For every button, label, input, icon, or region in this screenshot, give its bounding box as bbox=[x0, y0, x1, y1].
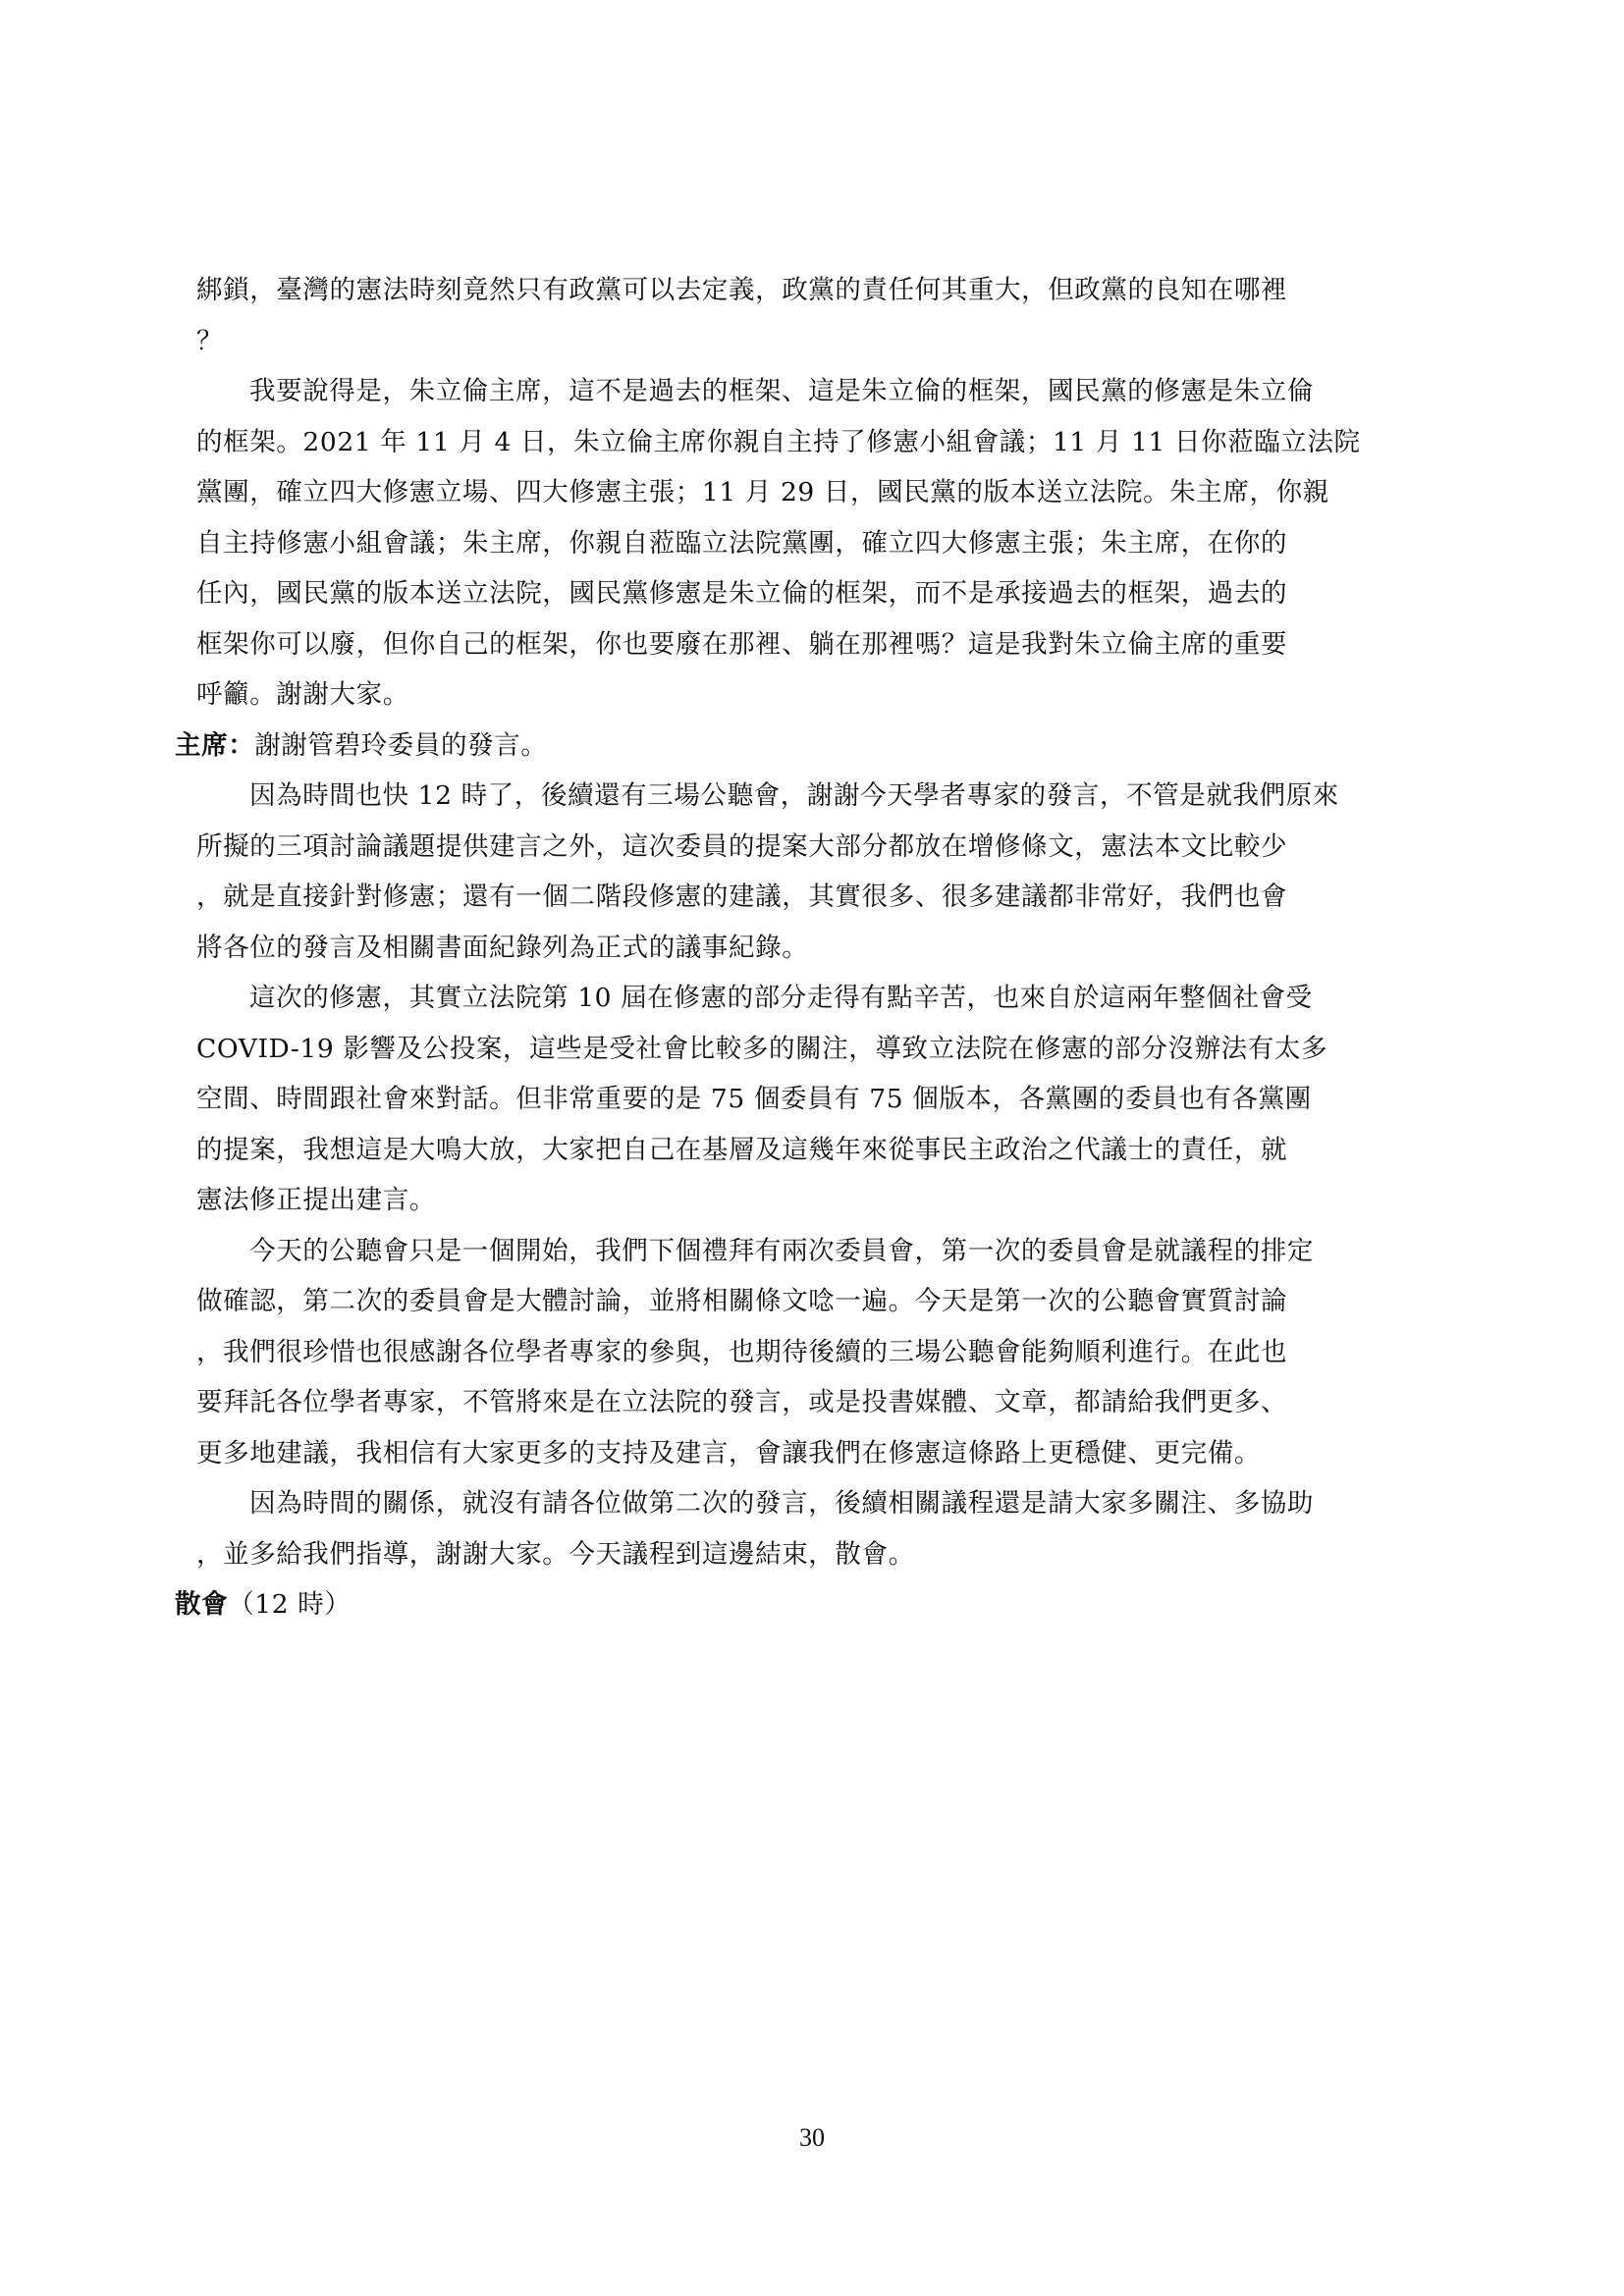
text-line: 任內，國民黨的版本送立法院，國民黨修憲是朱立倫的框架，而不是承接過去的框架，過去的 bbox=[196, 578, 1288, 609]
paragraph bbox=[196, 973, 1434, 1226]
page-number: 30 bbox=[799, 2123, 825, 2152]
paragraph bbox=[196, 1478, 1434, 1579]
text-line: 所擬的三項討論議題提供建言之外，這次委員的提案大部分都放在增修條文，憲法本文比較少 bbox=[196, 830, 1288, 862]
speaker-paragraph bbox=[175, 721, 1434, 772]
text-line: 因為時間也快 12 時了，後續還有三場公聽會，謝謝今天學者專家的發言，不管是就我們原來 bbox=[249, 780, 1339, 811]
text-line: 自主持修憲小組會議；朱主席，你親自蒞臨立法院黨團，確立四大修憲主張；朱主席，在你的 bbox=[196, 527, 1288, 559]
text-line: 的框架。2021 年 11 月 4 日，朱立倫主席你親自主持了修憲小組會議；11 月 11 日你蒞臨立法院 bbox=[196, 426, 1361, 457]
text-line: 因為時間的關係，就沒有請各位做第二次的發言，後續相關議程還是請大家多關注、多協助 bbox=[249, 1488, 1314, 1519]
paragraph bbox=[196, 265, 1434, 366]
text-line: ，就是直接針對修憲；還有一個二階段修憲的建議，其實很多、很多建議都非常好，我們也會 bbox=[196, 881, 1288, 912]
text-line: 空間、時間跟社會來對話。但非常重要的是 75 個委員有 75 個版本，各黨團的委員也有各黨團 bbox=[196, 1084, 1312, 1114]
speech-text: 謝謝管碧玲委員的發言。 bbox=[254, 729, 548, 761]
text-line: 憲法修正提出建言。 bbox=[196, 1185, 436, 1215]
text-line: 我要說得是，朱立倫主席，這不是過去的框架、這是朱立倫的框架，國民黨的修憲是朱立倫 bbox=[249, 376, 1314, 406]
text-line: 的提案，我想這是大鳴大放，大家把自己在基層及這幾年來從事民主政治之代議士的責任，就 bbox=[196, 1134, 1288, 1165]
text-line: 將各位的發言及相關書面紀錄列為正式的議事紀錄。 bbox=[196, 932, 809, 963]
text-line: COVID-19 影響及公投案，這些是受社會比較多的關注，導致立法院在修憲的部分沒辦法有太多 bbox=[196, 1033, 1328, 1064]
text-line: 框架你可以廢，但你自己的框架，你也要廢在那裡、躺在那裡嗎？這是我對朱立倫主席的重要 bbox=[196, 628, 1288, 660]
text-line: 綁鎖，臺灣的憲法時刻竟然只有政黨可以去定義，政黨的責任何其重大，但政黨的良知在哪裡 bbox=[196, 275, 1288, 305]
text-line: 呼籲。謝謝大家。 bbox=[196, 679, 409, 710]
paragraph bbox=[196, 771, 1434, 973]
adjournment-time: （12 時） bbox=[228, 1589, 352, 1620]
paragraph bbox=[196, 366, 1434, 721]
adjournment-paragraph bbox=[175, 1579, 1434, 1630]
text-line: 要拜託各位學者專家，不管將來是在立法院的發言，或是投書媒體、文章，都請給我們更多、 bbox=[196, 1387, 1288, 1417]
adjournment-label: 散會 bbox=[175, 1589, 229, 1620]
text-line: 今天的公聽會只是一個開始，我們下個禮拜有兩次委員會，第一次的委員會是就議程的排定 bbox=[249, 1235, 1314, 1266]
paragraph bbox=[196, 1226, 1434, 1479]
speaker-label: 主席： bbox=[175, 729, 255, 761]
text-line bbox=[175, 1579, 1434, 1630]
text-line bbox=[175, 721, 1434, 772]
text-line: ？ bbox=[196, 325, 224, 356]
text-line: 更多地建議，我相信有大家更多的支持及建言，會讓我們在修憲這條路上更穩健、更完備。 bbox=[196, 1437, 1261, 1468]
text-line: 做確認，第二次的委員會是大體討論，並將相關條文唸一遍。今天是第一次的公聽會實質討論 bbox=[196, 1286, 1288, 1316]
text-line: 這次的修憲，其實立法院第 10 屆在修憲的部分走得有點辛苦，也來自於這兩年整個社會受 bbox=[249, 983, 1313, 1013]
document-body bbox=[175, 265, 1434, 1630]
text-line: ，我們很珍惜也很感謝各位學者專家的參與，也期待後續的三場公聽會能夠順利進行。在此也 bbox=[196, 1336, 1288, 1367]
text-line: ，並多給我們指導，謝謝大家。今天議程到這邊結束，散會。 bbox=[196, 1538, 915, 1570]
text-line: 黨團，確立四大修憲立場、四大修憲主張；11 月 29 日，國民黨的版本送立法院。朱主席，你親 bbox=[196, 477, 1329, 507]
